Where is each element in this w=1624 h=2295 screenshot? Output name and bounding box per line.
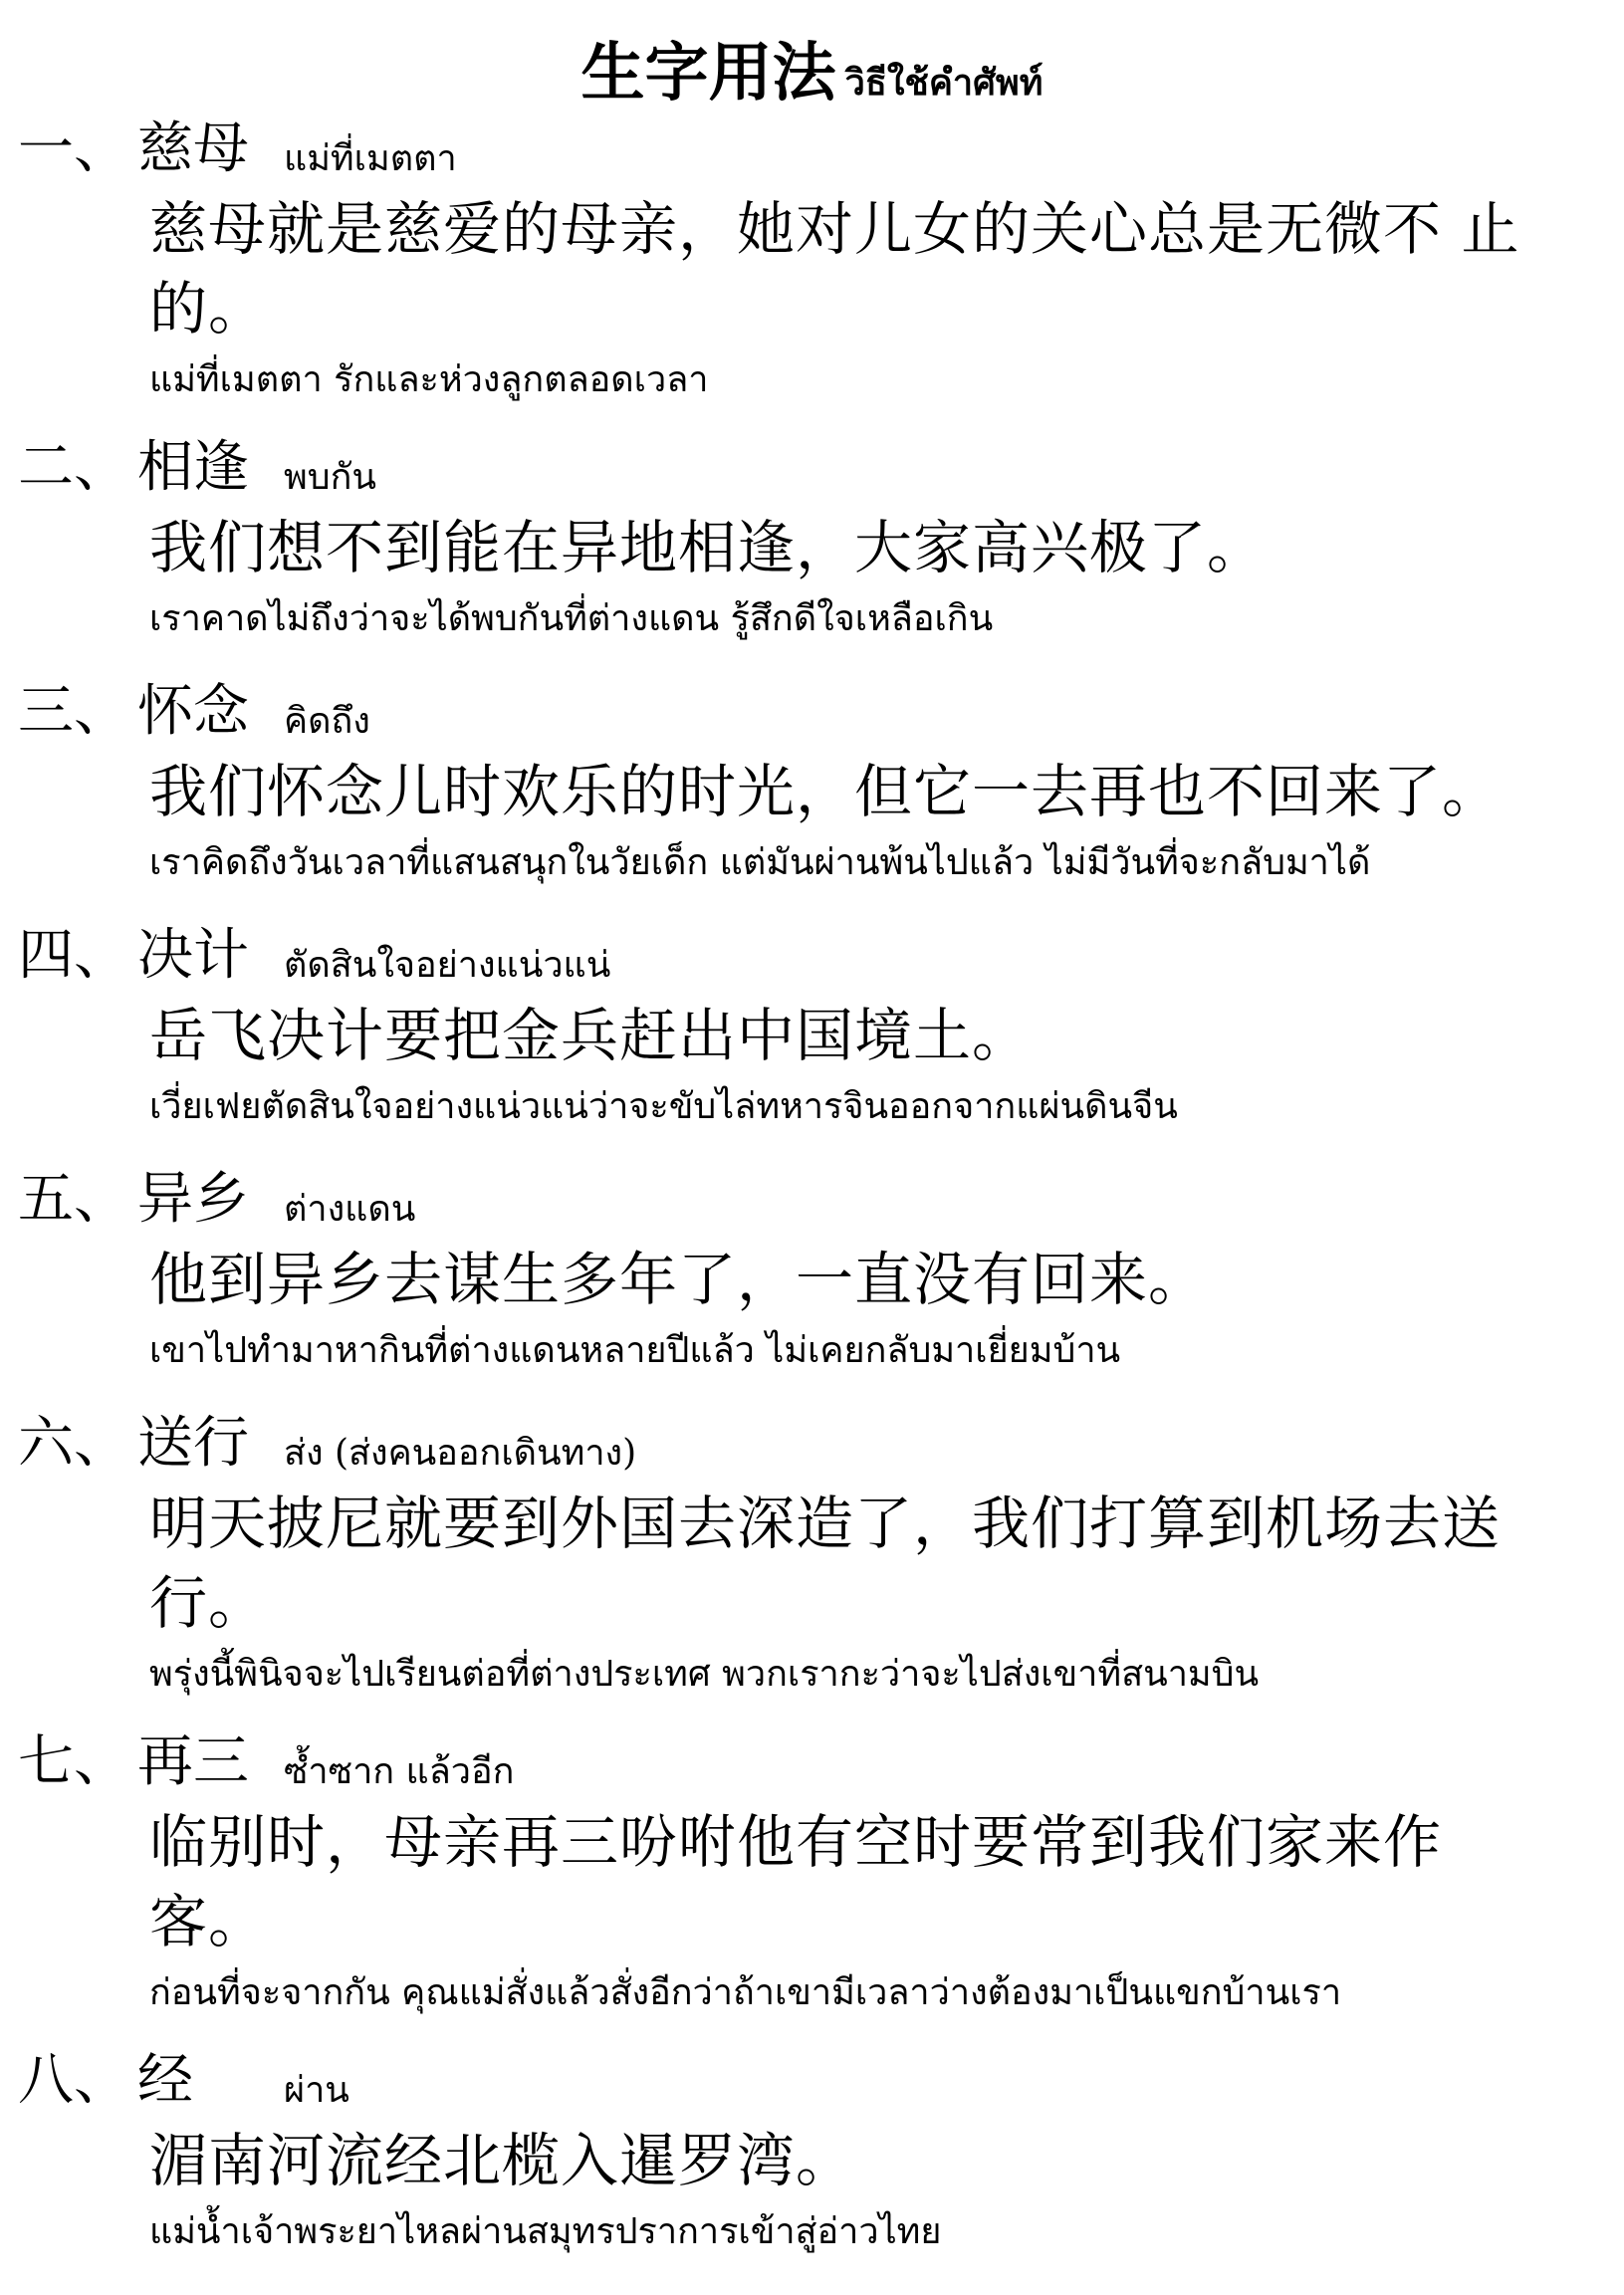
entry-heading <box>0 916 1624 996</box>
example-sentence: 岳飞决计要把金兵赶出中国境土。 <box>149 1002 1032 1069</box>
example-translation: เวี่ยเฟยตัดสินใจอย่างแน่วแน่ว่าจะขับไล่ทหารจินออกจากแผ่นดินจีน <box>149 1086 1178 1127</box>
page-title <box>0 22 1624 114</box>
entry-number: 一、 <box>18 116 129 181</box>
entry-word: 经 <box>137 2048 193 2113</box>
entry-number: 六、 <box>18 1411 129 1476</box>
vocab-entry-4 <box>0 916 1624 1135</box>
entry-heading <box>0 2041 1624 2121</box>
entry-number: 五、 <box>18 1167 129 1232</box>
entry-word: 慈母 <box>137 116 249 181</box>
entry-gloss: ผ่าน <box>284 2070 349 2111</box>
example-translation: ก่อนที่จะจากกัน คุณแม่สั่งแล้วสั่งอีกว่าถ้าเขามีเวลาว่างต้องมาเป็นแขกบ้านเรา <box>149 1972 1342 2013</box>
example-translation: เขาไปทำมาหากินที่ต่างแดนหลายปีแล้ว ไม่เคยกลับมาเยี่ยมบ้าน <box>149 1330 1121 1371</box>
entry-number: 三、 <box>18 679 129 744</box>
entry-number: 二、 <box>18 435 129 500</box>
entry-gloss: ต่างแดน <box>284 1189 416 1230</box>
entry-word: 异乡 <box>137 1167 249 1232</box>
example-sentence: 他到异乡去谋生多年了，一直没有回来。 <box>149 1246 1208 1313</box>
entry-heading <box>0 1722 1624 1802</box>
entry-gloss: ตัดสินใจอย่างแน่วแน่ <box>284 945 611 986</box>
entry-number: 八、 <box>18 2048 129 2113</box>
example-translation: เราคิดถึงวันเวลาที่แสนสนุกในวัยเด็ก แต่มันผ่านพ้นไปแล้ว ไม่มีวันที่จะกลับมาได้ <box>149 842 1371 883</box>
entry-heading <box>0 1404 1624 1484</box>
entry-word: 送行 <box>137 1411 249 1476</box>
example-translation: แม่น้ำเจ้าพระยาไหลผ่านสมุทรปราการเข้าสู่อ่าวไทย <box>149 2211 942 2252</box>
entry-gloss: แม่ที่เมตตา <box>284 138 457 179</box>
entry-heading <box>0 428 1624 508</box>
example-sentence: 我们想不到能在异地相逢，大家高兴极了。 <box>149 514 1267 581</box>
vocab-entry-8 <box>0 2041 1624 2260</box>
entry-number: 七、 <box>18 1729 129 1794</box>
vocab-entry-7 <box>0 1722 1624 2021</box>
example-translation: แม่ที่เมตตา รักและห่วงลูกตลอดเวลา <box>149 359 709 400</box>
example-translation: พรุ่งนี้พินิจจะไปเรียนต่อที่ต่างประเทศ พวกเรากะว่าจะไปส่งเขาที่สนามบิน <box>149 1654 1260 1695</box>
entry-word: 决计 <box>137 923 249 988</box>
entry-heading <box>0 672 1624 752</box>
example-sentence: 慈母就是慈爱的母亲，她对儿女的关心总是无微不 止的。 <box>149 195 1520 343</box>
entry-gloss: ซ้ำซาก แล้วอีก <box>284 1751 515 1792</box>
example-sentence: 临别时，母亲再三吩咐他有空时要常到我们家来作客。 <box>149 1808 1443 1955</box>
entry-word: 再三 <box>137 1729 249 1794</box>
title-chinese: 生字用法 <box>580 36 836 111</box>
example-sentence: 明天披尼就要到外国去深造了，我们打算到机场去送行。 <box>149 1490 1502 1637</box>
vocab-entry-3 <box>0 672 1624 891</box>
entry-heading <box>0 1160 1624 1240</box>
title-thai: วิธีใช้คำศัพท์ <box>844 62 1044 104</box>
entry-gloss: พบกัน <box>284 457 376 498</box>
example-sentence: 我们怀念儿时欢乐的时光，但它一去再也不回来了。 <box>149 758 1502 825</box>
entry-gloss: ส่ง (ส่งคนออกเดินทาง) <box>284 1433 637 1474</box>
vocab-entry-6 <box>0 1404 1624 1703</box>
example-sentence: 湄南河流经北榄入暹罗湾。 <box>149 2127 855 2194</box>
entry-word: 相逢 <box>137 435 249 500</box>
example-translation: เราคาดไม่ถึงว่าจะได้พบกันที่ต่างแดน รู้สึกดีใจเหลือเกิน <box>149 598 994 639</box>
entry-gloss: คิดถึง <box>284 701 370 742</box>
entry-heading <box>0 110 1624 189</box>
vocab-entry-1 <box>0 110 1624 408</box>
entry-word: 怀念 <box>137 679 249 744</box>
vocab-entry-2 <box>0 428 1624 647</box>
entry-number: 四、 <box>18 923 129 988</box>
vocab-entry-5 <box>0 1160 1624 1379</box>
